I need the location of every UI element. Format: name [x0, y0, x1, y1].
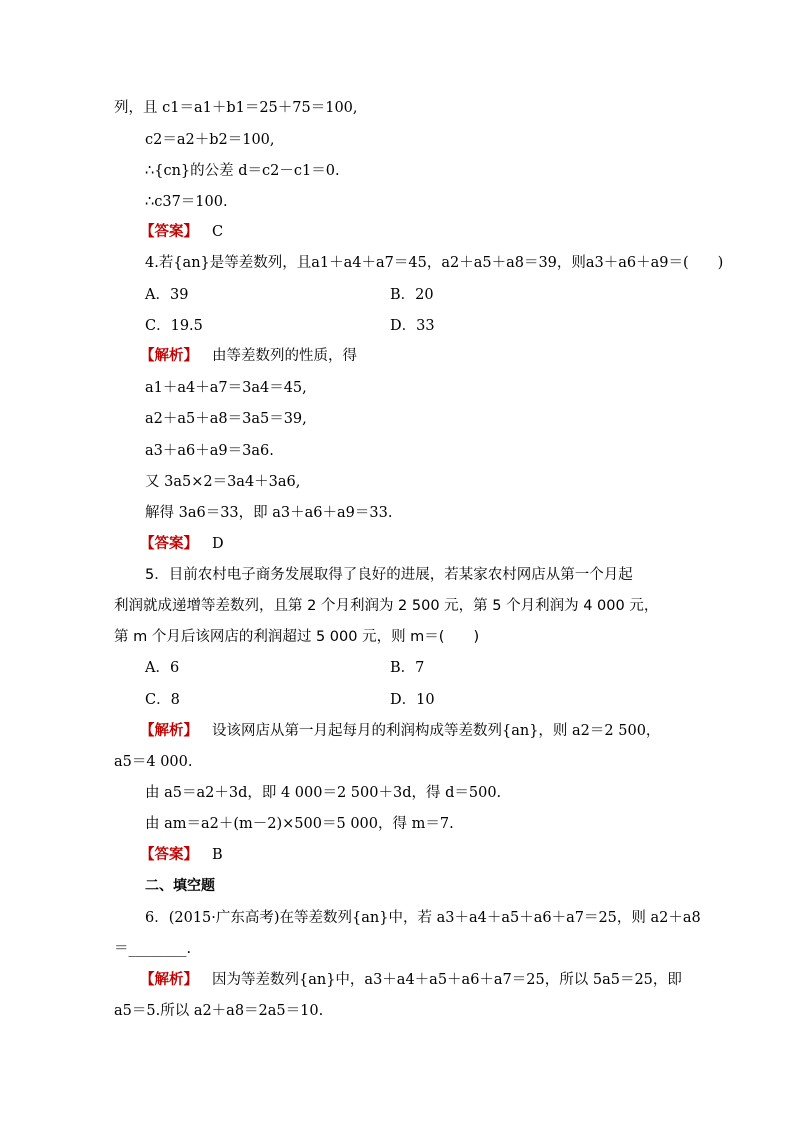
solution-line: 又 3a5×2＝3a4＋3a6, — [145, 474, 301, 490]
answer-tag: 【答案】 — [140, 535, 198, 552]
analysis-line — [140, 970, 682, 990]
solution-line: a5＝5.所以 a2＋a8＝2a5＝10. — [114, 1003, 324, 1019]
analysis-tag: 【解析】 — [140, 347, 198, 364]
solution-line: 由 am＝a2＋(m－2)×500＝5 000，得 m＝7. — [145, 816, 454, 832]
solution-line: ∴{cn}的公差 d＝c2－c1＝0. — [145, 163, 340, 179]
analysis-text: 设该网店从第一月起每月的利润构成等差数列{an}，则 a2＝2 500， — [212, 723, 661, 739]
solution-line: a2＋a5＋a8＝3a5＝39, — [145, 411, 307, 427]
answer-value: B — [212, 847, 223, 863]
solution-line: ∴c37＝100. — [145, 194, 228, 210]
analysis-line — [140, 721, 660, 741]
option-a: A．39 — [145, 287, 189, 303]
answer-value: D — [212, 536, 224, 552]
solution-line: 解得 3a6＝33，即 a3＋a6＋a9＝33. — [145, 505, 393, 521]
answer-line — [140, 222, 223, 242]
answer-tag: 【答案】 — [140, 223, 198, 240]
option-c: C．8 — [145, 692, 180, 708]
solution-line: a5＝4 000. — [114, 754, 193, 770]
option-a: A．6 — [145, 660, 180, 676]
answer-value: C — [212, 224, 224, 240]
question-4: 4.若{an}是等差数列，且a1＋a4＋a7＝45，a2＋a5＋a8＝39，则a3＋a6＋a9＝( ) — [145, 255, 724, 271]
analysis-text: 因为等差数列{an}中，a3＋a4＋a5＋a6＋a7＝25，所以 5a5＝25，即 — [212, 972, 682, 988]
answer-line — [140, 845, 223, 865]
question-5-line: 5．目前农村电子商务发展取得了良好的进展，若某家农村网店从第一个月起 — [145, 567, 633, 583]
solution-line: c2＝a2＋b2＝100, — [145, 132, 275, 148]
question-6-line: ＝________. — [114, 941, 192, 957]
analysis-tag: 【解析】 — [140, 971, 198, 988]
solution-line: 列，且 c1＝a1＋b1＝25＋75＝100, — [114, 100, 358, 116]
question-5-line: 第 m 个月后该网店的利润超过 5 000 元，则 m＝( ) — [114, 629, 480, 645]
question-5-line: 利润就成递增等差数列，且第 2 个月利润为 2 500 元，第 5 个月利润为 4 000 元， — [114, 598, 659, 614]
option-c: C．19.5 — [145, 318, 203, 334]
solution-line: a1＋a4＋a7＝3a4＝45, — [145, 380, 307, 396]
section-heading: 二、填空题 — [145, 878, 215, 894]
question-6-line: 6．(2015·广东高考)在等差数列{an}中，若 a3＋a4＋a5＋a6＋a7＝25，则 a2＋a8 — [145, 910, 701, 926]
option-d: D．10 — [390, 692, 435, 708]
solution-line: 由 a5＝a2＋3d，即 4 000＝2 500＋3d，得 d＝500. — [145, 785, 502, 801]
analysis-text: 由等差数列的性质，得 — [212, 348, 357, 364]
answer-line — [140, 534, 224, 554]
analysis-tag: 【解析】 — [140, 722, 198, 739]
option-b: B．20 — [390, 287, 434, 303]
analysis-line — [140, 346, 357, 366]
solution-line: a3＋a6＋a9＝3a6. — [145, 443, 274, 459]
option-d: D．33 — [390, 318, 435, 334]
answer-tag: 【答案】 — [140, 846, 198, 863]
option-b: B．7 — [390, 660, 425, 676]
